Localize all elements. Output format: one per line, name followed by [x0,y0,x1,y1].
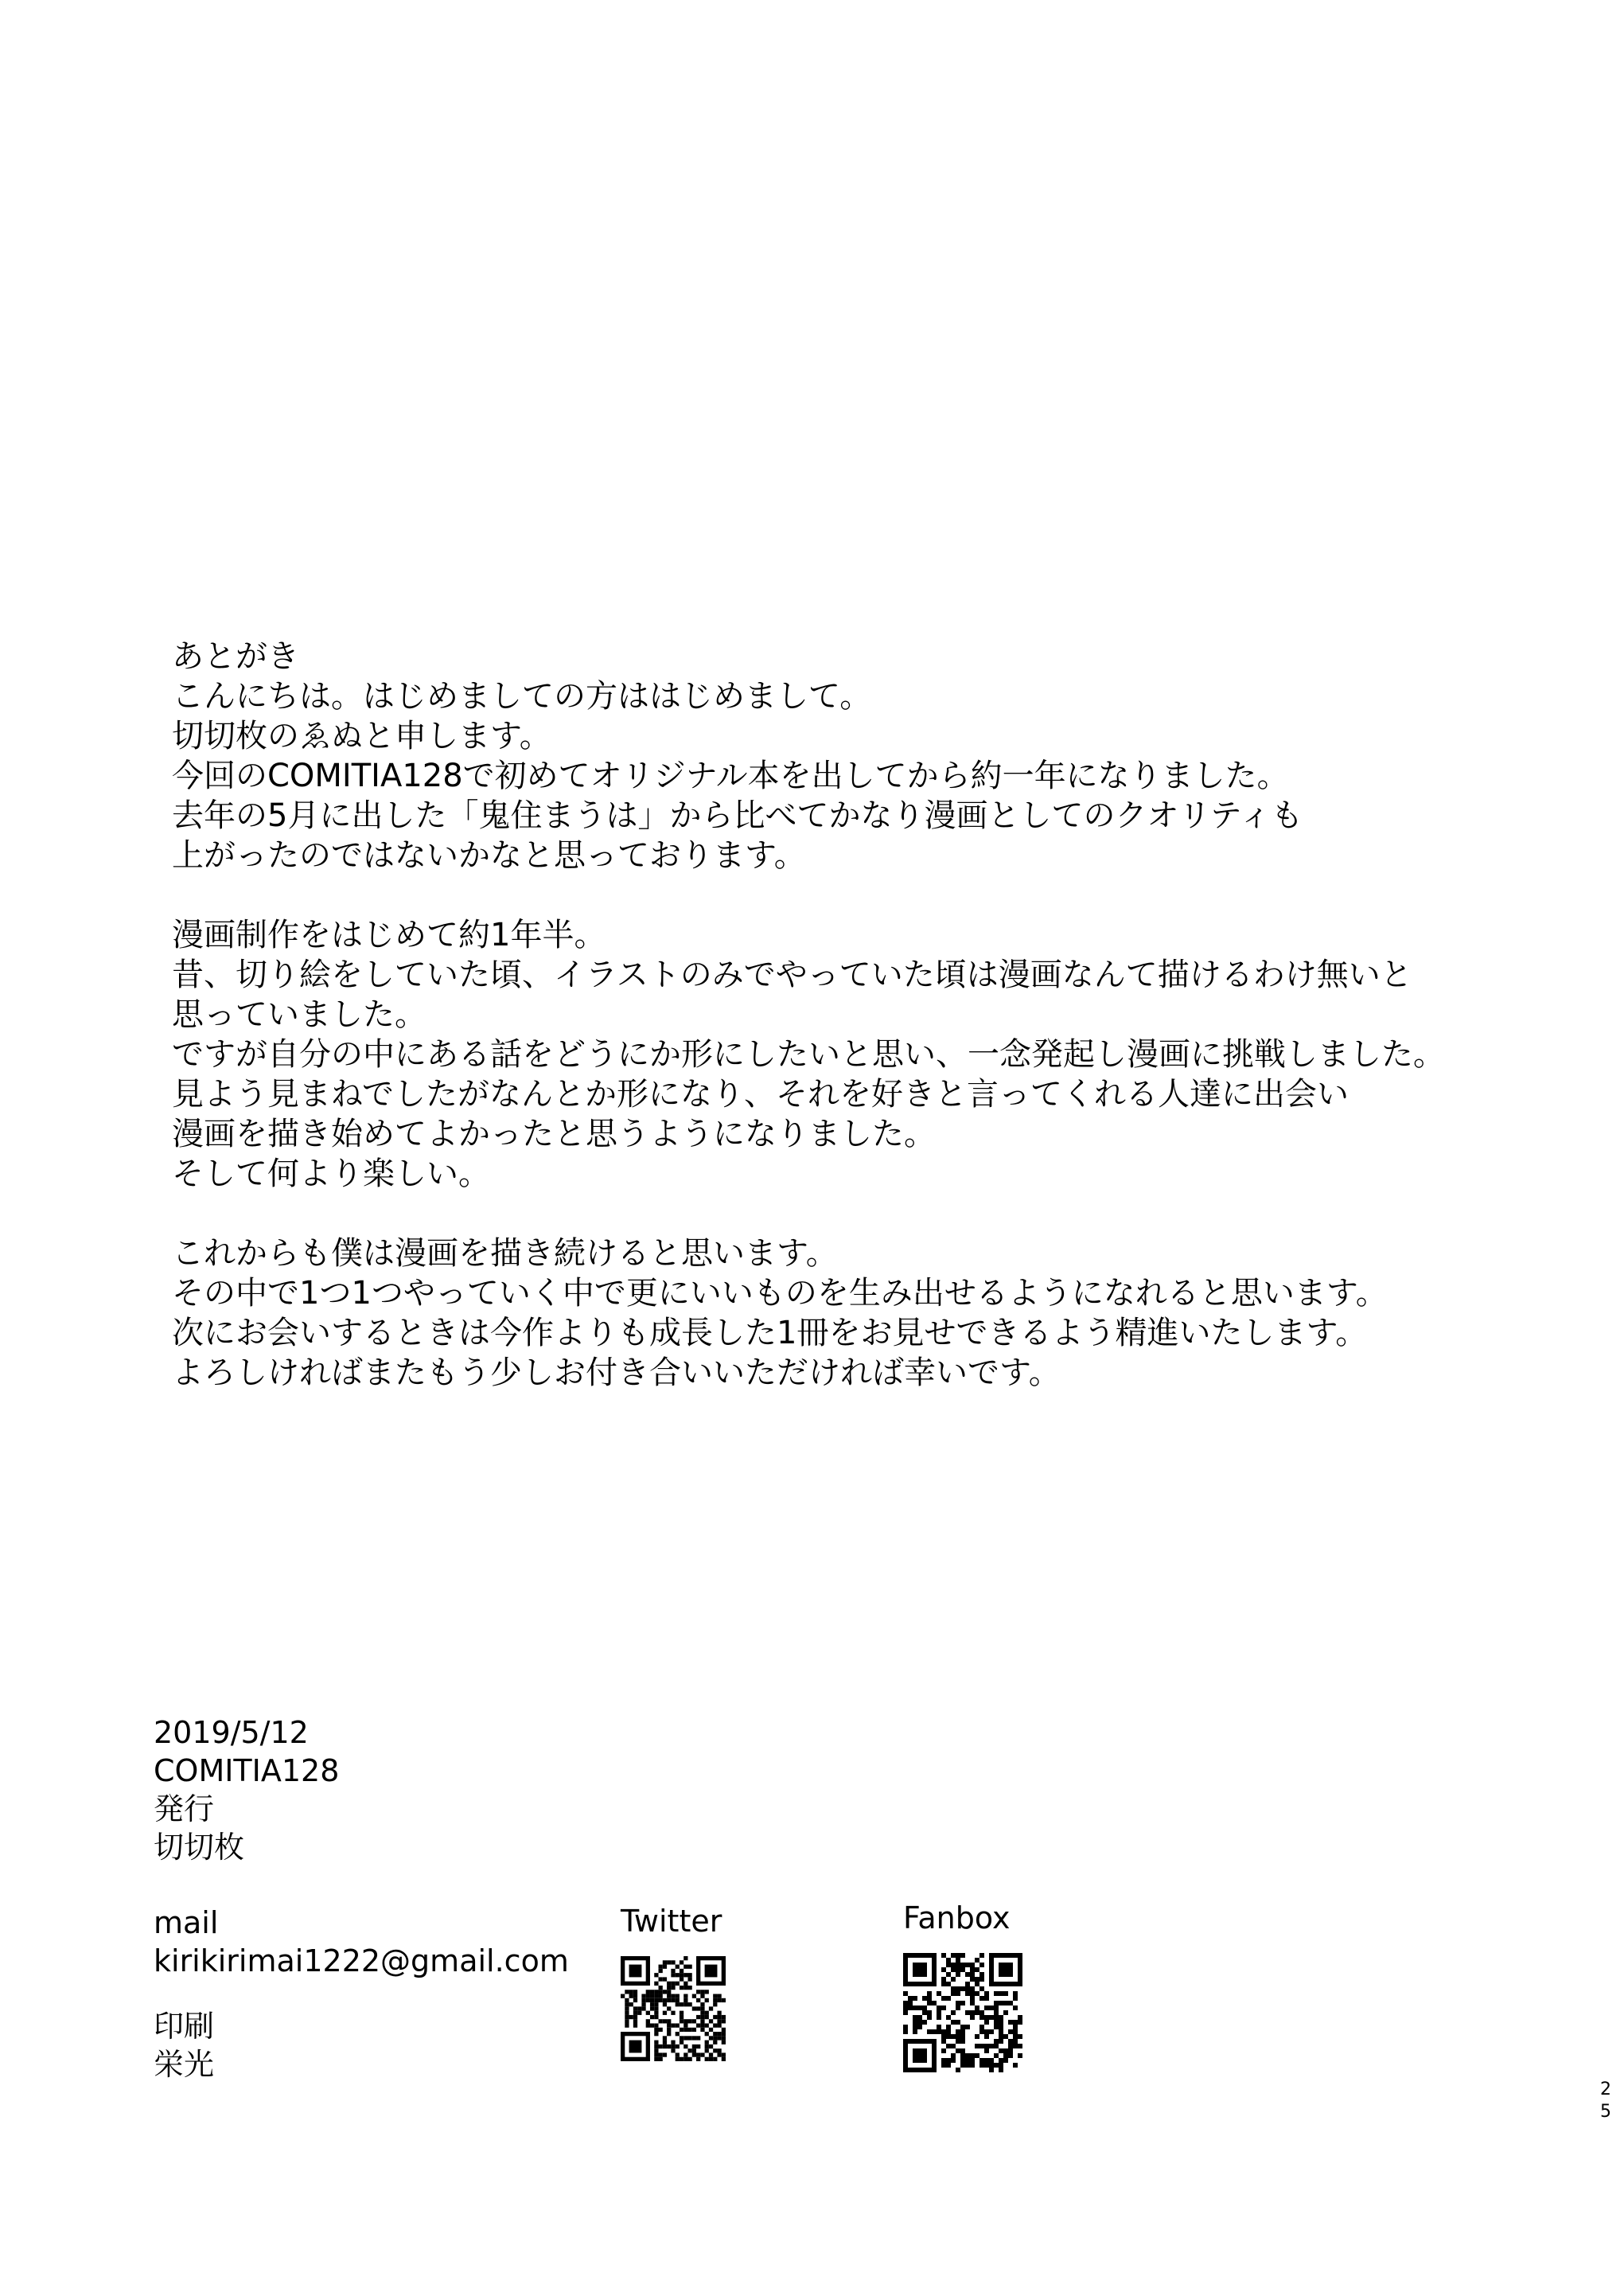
text-line: 見よう見まねでしたがなんとか形になり、それを好きと言ってくれる人達に出会い [172,1076,1349,1113]
text-line: 上がったのではないかなと思っております。 [172,837,806,874]
afterword-title: あとがき [172,638,299,675]
contact-info [154,1904,569,1980]
twitter-qr-block [621,1902,726,2061]
publication-date: 2019/5/12 [154,1715,309,1750]
afterword-paragraph [172,637,1540,875]
issue-label: 発行 [154,1791,215,1826]
qr-code-icon[interactable] [903,1953,1022,2072]
afterword-paragraph [172,915,1540,1194]
fanbox-qr-block [903,1899,1022,2072]
page-number-digit: 2 [1600,2080,1611,2099]
colophon [154,1713,339,1866]
qr-code-icon[interactable] [621,1956,726,2061]
mail-address: kirikirimai1222@gmail.com [154,1943,569,1978]
text-line: こんにちは。はじめましての方ははじめまして。 [172,678,872,715]
publisher-name: 切切枚 [154,1830,245,1865]
text-line: 切切枚のゑぬと申します。 [172,718,551,754]
page-number-digit: 5 [1600,2102,1611,2122]
text-line: 今回のCOMITIA128で初めてオリジナル本を出してから約一年になりました。 [172,758,1289,794]
text-line: 昔、切り絵をしていた頃、イラストのみでやっていた頃は漫画なんて描けるわけ無いと [172,957,1412,993]
text-line: ですが自分の中にある話をどうにか形にしたいと思い、一念発起し漫画に挑戦しました。 [172,1036,1445,1073]
twitter-label: Twitter [621,1904,722,1939]
print-label: 印刷 [154,2009,215,2044]
text-line: よろしければまたもう少しお付き合いいただければ幸いです。 [172,1355,1061,1391]
page-number [1598,2079,1614,2123]
text-line: 次にお会いするときは今作よりも成長した1冊をお見せできるよう精進いたします。 [172,1315,1368,1351]
text-line: その中で1つ1つやっていく中で更にいいものを生み出せるようになれると思います。 [172,1275,1388,1312]
text-line: そして何より楽しい。 [172,1156,490,1192]
text-line: 漫画制作をはじめて約1年半。 [172,917,606,953]
text-line: 去年の5月に出した「鬼住まうは」から比べてかなり漫画としてのクオリティも [172,797,1303,834]
printer-name: 栄光 [154,2047,215,2082]
mail-label: mail [154,1905,219,1940]
text-line: 思っていました。 [172,996,426,1033]
event-name: COMITIA128 [154,1753,340,1788]
fanbox-label: Fanbox [903,1900,1011,1935]
afterword-text [172,637,1540,1432]
text-line: 漫画を描き始めてよかったと思うようになりました。 [172,1116,936,1152]
afterword-paragraph [172,1234,1540,1393]
text-line: これからも僕は漫画を描き続けると思います。 [172,1235,838,1272]
printer-info [154,2007,214,2083]
